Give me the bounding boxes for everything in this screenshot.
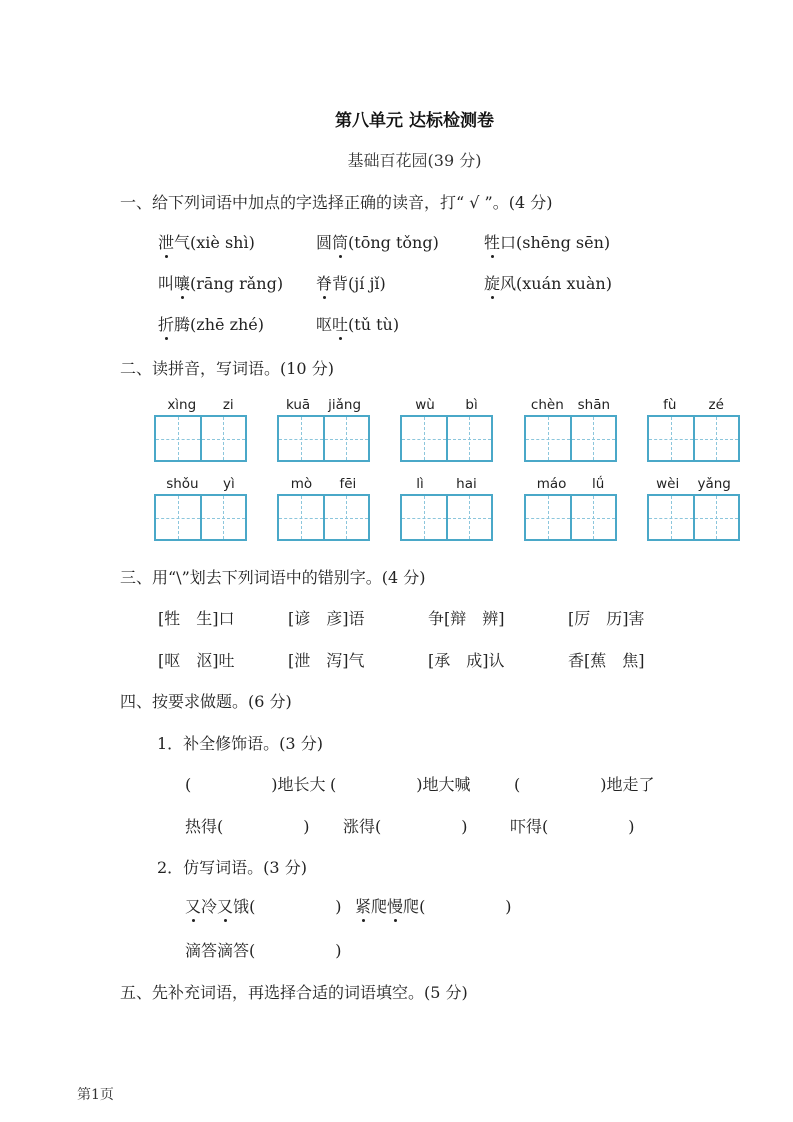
s4-sub1-blank-2[interactable]: ( )地大喊 xyxy=(330,775,471,794)
pinyin-label: yì xyxy=(223,476,235,492)
writing-grid xyxy=(154,494,247,541)
s3-item-6[interactable]: [泄 泻]气 xyxy=(288,651,365,670)
pinyin-grid-10[interactable] xyxy=(647,474,740,541)
s4-sub2-item-2[interactable]: 紧爬慢爬( ) xyxy=(355,894,512,917)
s4-sub1-blank-5[interactable]: 涨得( ) xyxy=(343,817,468,836)
pinyin-label: wù xyxy=(415,397,435,413)
s4-sub1-heading: 1．补全修饰语。(3 分) xyxy=(157,734,323,753)
pinyin-label: yǎng xyxy=(697,476,731,492)
pinyin-label: wèi xyxy=(656,476,680,492)
pinyin-label: hai xyxy=(456,476,477,492)
pinyin-label: bì xyxy=(465,397,478,413)
pinyin-grid-8[interactable] xyxy=(400,474,493,541)
section5-heading: 五、先补充词语，再选择合适的词语填空。(5 分) xyxy=(120,983,468,1002)
s4-sub1-blank-3[interactable]: ( )地走了 xyxy=(514,775,655,794)
section1-heading: 一、给下列词语中加点的字选择正确的读音，打“ √ ”。(4 分) xyxy=(120,193,553,212)
s4-sub2-item-1[interactable]: 又冷又饿( ) xyxy=(185,894,342,917)
s3-item-7[interactable]: [承 成]认 xyxy=(428,651,505,670)
s1-item-4: 叫嚷(rāng rǎng) xyxy=(158,271,283,294)
s1-item-1: 泄气(xiè shì) xyxy=(158,230,255,253)
s1-item-5: 脊背(jí jǐ) xyxy=(316,271,386,294)
s4-sub1-blank-1[interactable]: ( )地长大 xyxy=(185,775,326,794)
pinyin-grid-9[interactable] xyxy=(524,474,617,541)
pinyin-grid-1[interactable] xyxy=(154,395,247,462)
s3-item-5[interactable]: [呕 沤]吐 xyxy=(158,651,235,670)
s4-sub1-blank-6[interactable]: 吓得( ) xyxy=(510,817,635,836)
s3-item-8[interactable]: 香[蕉 焦] xyxy=(568,651,645,670)
pinyin-label: xìng xyxy=(167,397,197,413)
pinyin-grid-3[interactable] xyxy=(400,395,493,462)
page-subtitle: 基础百花园(39 分) xyxy=(347,151,482,170)
writing-grid xyxy=(277,494,370,541)
pinyin-label: jiǎng xyxy=(328,397,362,413)
pinyin-grid-2[interactable] xyxy=(277,395,370,462)
s1-item-3: 牲口(shēng sēn) xyxy=(484,230,610,253)
pinyin-label: fēi xyxy=(339,476,357,492)
pinyin-label: zé xyxy=(708,397,724,413)
section2-heading: 二、读拼音，写词语。(10 分) xyxy=(120,359,334,378)
writing-grid xyxy=(647,415,740,462)
pinyin-label: máo xyxy=(536,476,567,492)
pinyin-label: chèn xyxy=(530,397,564,413)
writing-grid xyxy=(524,494,617,541)
pinyin-label: lì xyxy=(416,476,424,492)
writing-grid xyxy=(277,415,370,462)
s1-item-8: 呕吐(tǔ tù) xyxy=(316,312,399,335)
pinyin-label: lǘ xyxy=(591,476,605,492)
pinyin-grid-6[interactable] xyxy=(154,474,247,541)
writing-grid xyxy=(400,415,493,462)
s3-item-1[interactable]: [牲 生]口 xyxy=(158,609,235,628)
pinyin-grid-7[interactable] xyxy=(277,474,370,541)
pinyin-label: zi xyxy=(222,397,234,413)
writing-grid xyxy=(154,415,247,462)
page-title: 第八单元 达标检测卷 xyxy=(335,111,494,131)
pinyin-label: fù xyxy=(663,397,677,413)
s4-sub2-heading: 2．仿写词语。(3 分) xyxy=(157,858,307,877)
section3-heading: 三、用“\”划去下列词语中的错别字。(4 分) xyxy=(120,568,426,587)
pinyin-grid-5[interactable] xyxy=(647,395,740,462)
s4-sub1-blank-4[interactable]: 热得( ) xyxy=(185,817,310,836)
section4-heading: 四、按要求做题。(6 分) xyxy=(120,692,292,711)
s3-item-3[interactable]: 争[辩 辨] xyxy=(428,609,505,628)
writing-grid xyxy=(524,415,617,462)
pinyin-label: mò xyxy=(290,476,313,492)
s1-item-6: 旋风(xuán xuàn) xyxy=(484,271,612,294)
writing-grid xyxy=(647,494,740,541)
s1-item-2: 圆筒(tōng tǒng) xyxy=(316,230,439,253)
pinyin-grid-4[interactable] xyxy=(524,395,617,462)
page-number: 第1页 xyxy=(77,1087,114,1103)
s1-item-7: 折腾(zhē zhé) xyxy=(158,312,264,335)
s3-item-2[interactable]: [谚 彦]语 xyxy=(288,609,365,628)
writing-grid xyxy=(400,494,493,541)
pinyin-label: shǒu xyxy=(166,476,199,492)
s4-sub2-item-3[interactable]: 滴答滴答( ) xyxy=(185,941,342,960)
pinyin-label: kuā xyxy=(285,397,311,413)
s3-item-4[interactable]: [厉 历]害 xyxy=(568,609,645,628)
pinyin-label: shān xyxy=(577,397,611,413)
